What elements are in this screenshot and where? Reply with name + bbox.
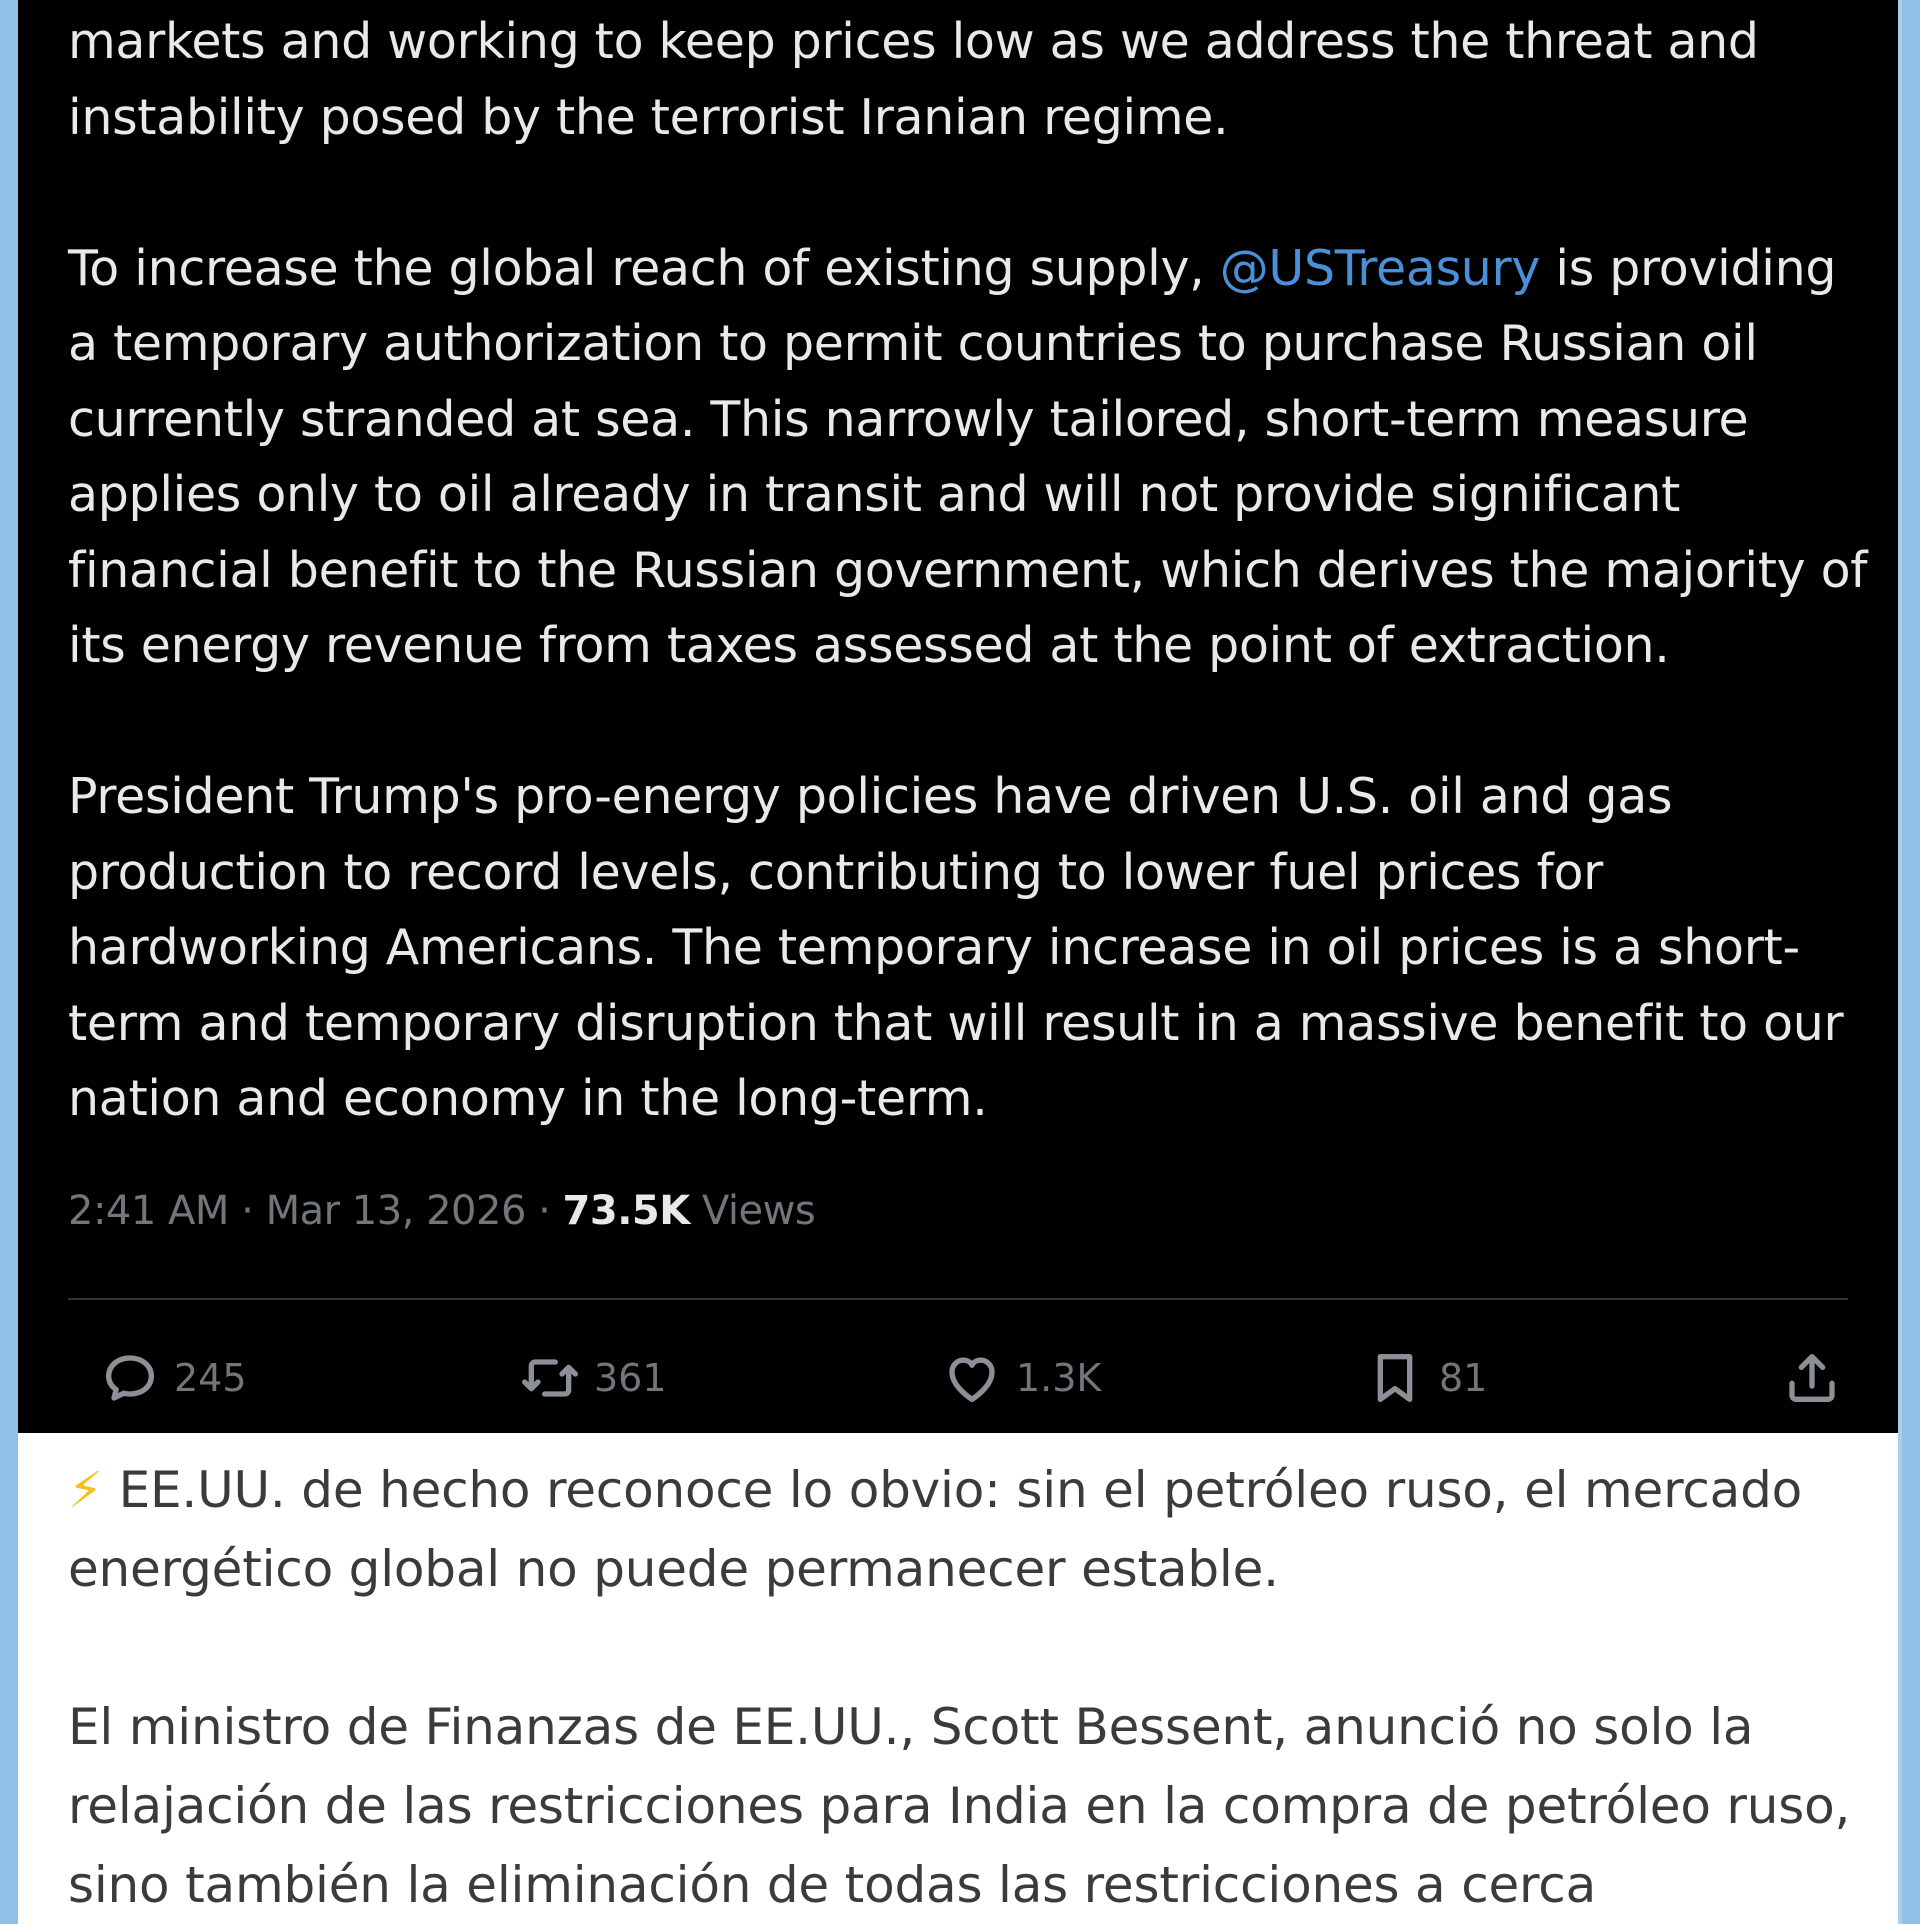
mention-link-ustreasury[interactable]: @USTreasury <box>1219 239 1541 297</box>
commentary-paragraph: El ministro de Finanzas de EE.UU., Scott Bessent, anunció no solo la relajación de las restricciones para India en la compra de petróleo ruso, sino también la eliminación de todas las restricciones a cerca <box>68 1698 1851 1914</box>
tweet-paragraph-1: markets and working to keep prices low as we address the threat and instability posed by the terrorist Iranian regime. <box>68 13 1759 146</box>
divider <box>68 1298 1848 1300</box>
bookmark-button[interactable] <box>1363 1340 1487 1416</box>
meta-separator: · <box>228 1188 266 1234</box>
tweet-body <box>68 4 1868 1137</box>
share-icon <box>1780 1346 1844 1410</box>
lightning-bolt-icon: ⚡ <box>68 1461 103 1519</box>
embedded-tweet <box>18 0 1898 1433</box>
frame-border-right <box>1902 0 1920 1924</box>
commentary-panel <box>18 1433 1898 1924</box>
like-button[interactable] <box>940 1340 1101 1416</box>
tweet-paragraph-2 <box>68 231 1868 684</box>
meta-separator: · <box>525 1188 563 1234</box>
reply-icon <box>98 1346 162 1410</box>
commentary-lead <box>68 1451 1868 1609</box>
bookmark-icon <box>1363 1346 1427 1410</box>
reply-button[interactable] <box>98 1340 247 1416</box>
views-label: Views <box>689 1188 816 1234</box>
tweet-paragraph-2-end: is providing a temporary authorization to permit countries to purchase Russian oil currently stranded at sea. This narrowly tailored, short-term measure applies only to oil already in transit and will not provide significant financial benefit to the Russian government, which derives the majority of its energy revenue from taxes assessed at the point of extraction. <box>68 239 1868 674</box>
repost-count: 361 <box>594 1356 667 1400</box>
tweet-date[interactable]: Mar 13, 2026 <box>265 1188 526 1234</box>
tweet-paragraph-3: President Trump's pro-energy policies have driven U.S. oil and gas production to record levels, contributing to lower fuel prices for hardworking Americans. The temporary increase in oil prices is a short-term and temporary disruption that will result in a massive benefit to our nation and economy in the long-term. <box>68 768 1844 1127</box>
frame-border-left <box>0 0 18 1924</box>
tweet-paragraph-2-start: To increase the global reach of existing supply, <box>68 239 1220 297</box>
share-button[interactable] <box>1780 1340 1844 1416</box>
repost-icon <box>518 1346 582 1410</box>
tweet-meta <box>68 1188 815 1234</box>
reply-count: 245 <box>174 1356 247 1400</box>
repost-button[interactable] <box>518 1340 667 1416</box>
bookmark-count: 81 <box>1439 1356 1488 1400</box>
like-count: 1.3K <box>1016 1356 1102 1400</box>
views-count[interactable]: 73.5K <box>562 1188 690 1234</box>
commentary-body <box>68 1451 1868 1924</box>
heart-icon <box>940 1346 1004 1410</box>
commentary-lead-text: EE.UU. de hecho reconoce lo obvio: sin el petróleo ruso, el mercado energético global no puede permanecer estable. <box>68 1461 1803 1598</box>
tweet-time[interactable]: 2:41 AM <box>68 1188 229 1234</box>
tweet-action-bar <box>68 1340 1853 1416</box>
